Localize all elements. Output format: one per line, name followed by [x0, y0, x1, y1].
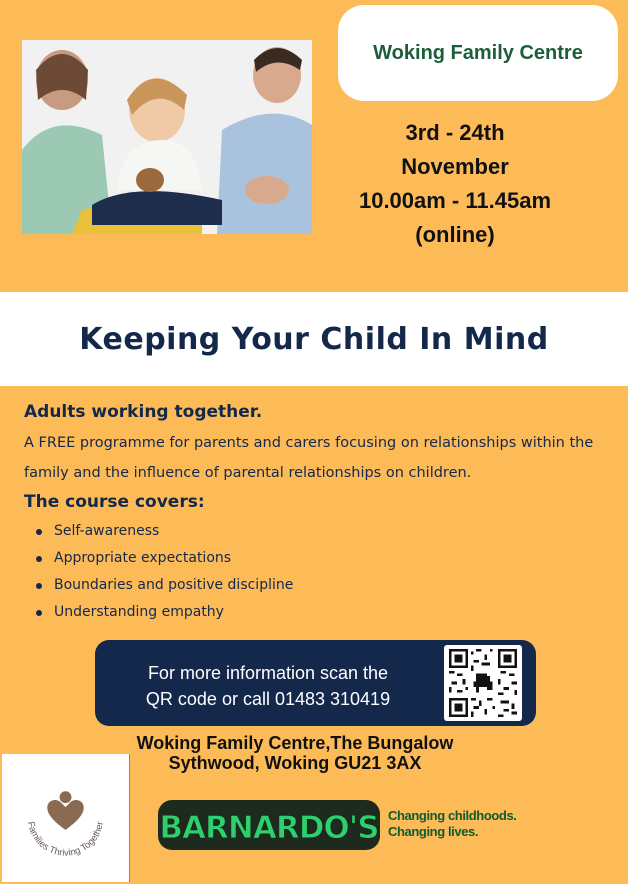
address-line2: Sythwood, Woking GU21 3AX: [168, 753, 422, 773]
topic-label: Boundaries and positive discipline: [54, 577, 294, 593]
event-time: 10.00am - 11.45am: [358, 188, 552, 213]
list-item: [36, 545, 614, 572]
address: [90, 733, 500, 773]
tagline-line1: Changing childhoods.: [388, 808, 517, 823]
family-photo: [22, 40, 312, 234]
info-line2[interactable]: QR code or call 01483 310419: [145, 689, 391, 709]
qr-code-icon[interactable]: [444, 645, 522, 721]
info-text: [123, 660, 413, 712]
topic-label: Appropriate expectations: [54, 550, 232, 566]
topic-list: [24, 518, 614, 626]
info-line1: For more information scan the: [147, 663, 389, 683]
event-format: (online): [415, 222, 495, 247]
svg-text:Families Thriving Together: Families Thriving Together: [25, 820, 105, 858]
event-dates: [330, 116, 580, 252]
bullet-icon: [36, 583, 42, 589]
covers-heading: The course covers:: [24, 492, 205, 512]
centre-name: Woking Family Centre: [373, 41, 583, 64]
dates-line2: November: [401, 154, 509, 179]
topic-label: Self-awareness: [54, 523, 160, 539]
info-box: [95, 640, 536, 726]
tagline-line2: Changing lives.: [388, 824, 479, 839]
title-band: [0, 292, 628, 386]
bullet-icon: [36, 529, 42, 535]
page-title: Keeping Your Child In Mind: [79, 321, 549, 357]
address-line1: Woking Family Centre,The Bungalow: [136, 733, 454, 753]
barnardos-logo: [156, 796, 382, 854]
barnardos-tagline: [388, 808, 517, 840]
subheading: Adults working together.: [24, 402, 263, 422]
svg-text:BARNARDO'S: BARNARDO'S: [159, 810, 379, 846]
dates-line1: 3rd - 24th: [405, 120, 505, 145]
list-item: [36, 572, 614, 599]
list-item: [36, 599, 614, 626]
bullet-icon: [36, 556, 42, 562]
course-content: [24, 402, 614, 626]
centre-name-card: [338, 5, 618, 101]
description: A FREE programme for parents and carers focusing on relationships within the family and the influence of parental relationships on children.: [24, 435, 594, 481]
families-thriving-together-logo: [2, 754, 130, 882]
topic-label: Understanding empathy: [54, 604, 224, 620]
bullet-icon: [36, 610, 42, 616]
list-item: [36, 518, 614, 545]
